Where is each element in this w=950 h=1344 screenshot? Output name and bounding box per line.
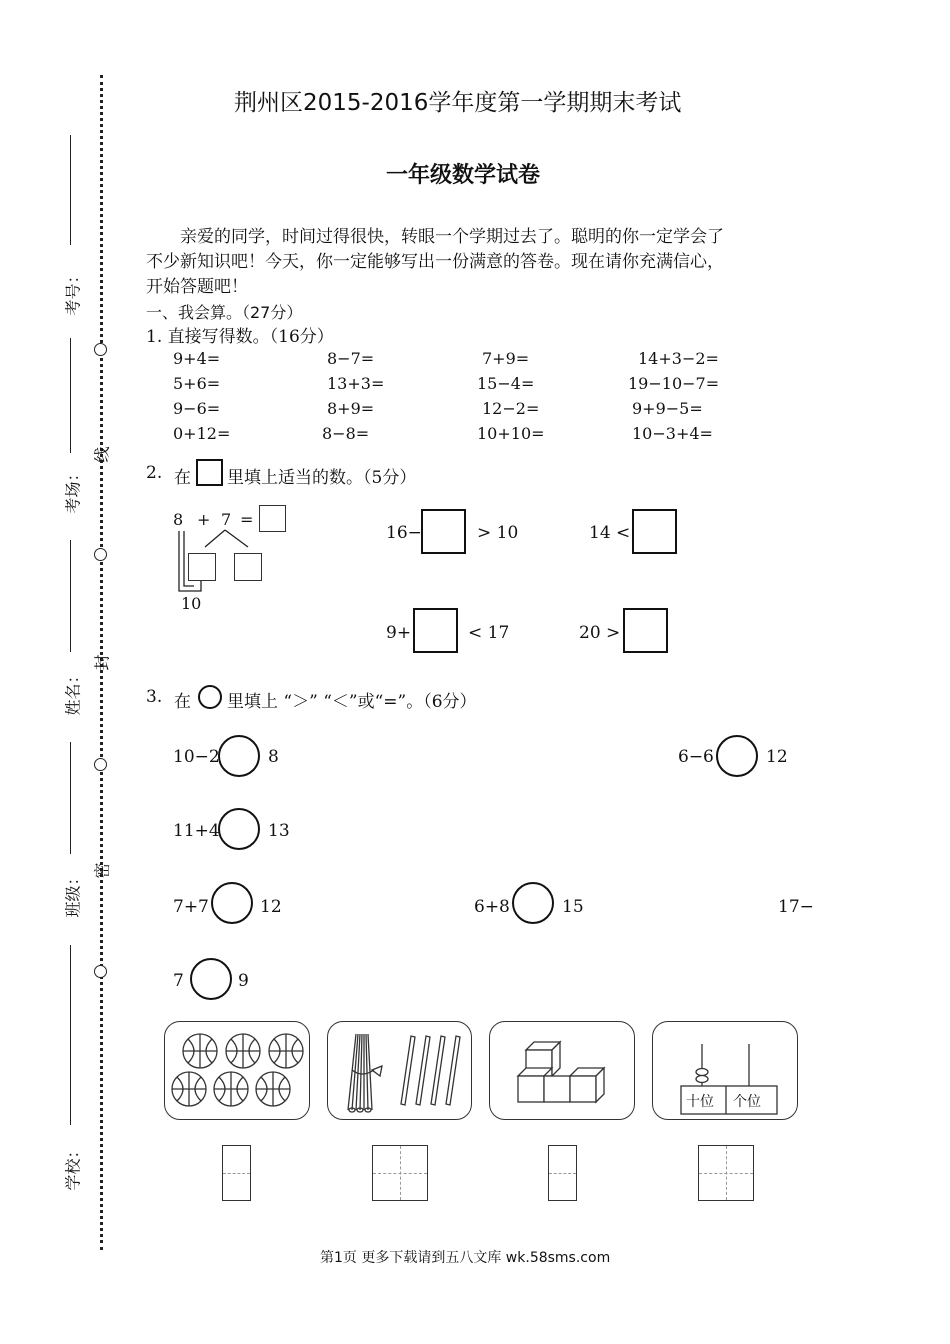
q3-left: 7: [173, 971, 184, 991]
q2-inline-box: [196, 459, 223, 486]
q3-answer-circle[interactable]: [190, 958, 232, 1000]
q1-item[interactable]: 0+12=: [173, 424, 231, 443]
q1-item[interactable]: 8+9=: [327, 399, 375, 418]
q3-answer-circle[interactable]: [211, 882, 253, 924]
q3-right: 12: [260, 897, 282, 917]
q3-right: 15: [562, 897, 584, 917]
q1-item[interactable]: 15−4=: [477, 374, 535, 393]
exam-number-line[interactable]: [70, 135, 71, 245]
seal-char-xian: 线: [92, 446, 112, 463]
count-answer-box[interactable]: [222, 1145, 251, 1201]
abacus-icon: [653, 1022, 799, 1121]
basketball-icon: [165, 1022, 311, 1121]
split-b: 7: [221, 510, 232, 529]
abacus-picture: [652, 1021, 798, 1120]
q3-answer-circle[interactable]: [716, 735, 758, 777]
q3-left: 6−6: [678, 747, 714, 767]
q1-item[interactable]: 9−6=: [173, 399, 221, 418]
q2-item-left: 14 <: [589, 523, 631, 543]
q3-right: 8: [268, 747, 279, 767]
q2-item-left: 9+: [386, 623, 412, 643]
q1-title: 1. 直接写得数。（16分）: [146, 327, 334, 347]
split-ten: 10: [181, 594, 202, 613]
binding-ring: [94, 548, 107, 561]
q2-item-right: < 17: [468, 623, 510, 643]
q3-answer-circle[interactable]: [512, 882, 554, 924]
split-a: 8: [173, 510, 184, 529]
exam-room-line[interactable]: [70, 338, 71, 453]
paper-subtitle: 一年级数学试卷: [386, 163, 541, 188]
basketballs-picture: [164, 1021, 310, 1120]
school-label: 学校：: [63, 1142, 83, 1191]
q2-answer-box[interactable]: [421, 509, 466, 554]
binding-ring: [94, 758, 107, 771]
class-label: 班级：: [63, 869, 83, 918]
name-line[interactable]: [70, 540, 71, 652]
q1-item[interactable]: 12−2=: [482, 399, 540, 418]
section-1-title: 一、我会算。（27分）: [146, 303, 303, 322]
q3-answer-circle[interactable]: [218, 735, 260, 777]
split-op: +: [197, 510, 211, 529]
split-lines: [160, 525, 280, 625]
q2-answer-box[interactable]: [413, 608, 458, 653]
q1-item[interactable]: 8−8=: [322, 424, 370, 443]
q1-item[interactable]: 8−7=: [327, 349, 375, 368]
q3-num: 3.: [146, 687, 163, 707]
q1-item[interactable]: 7+9=: [482, 349, 530, 368]
q3-left: 7+7: [173, 897, 209, 917]
school-line[interactable]: [70, 945, 71, 1125]
abacus-ones-label: 个位: [733, 1094, 761, 1110]
abacus-tens-label: 十位: [686, 1094, 714, 1110]
q2-item-left: 16−: [386, 523, 422, 543]
intro-line: 亲爱的同学，时间过得很快，转眼一个学期过去了。聪明的你一定学会了: [180, 227, 724, 247]
q3-right: 12: [766, 747, 788, 767]
q3-left: 11+4: [173, 821, 220, 841]
seal-char-feng: 封: [92, 654, 112, 671]
q2-num: 2.: [146, 463, 163, 483]
q1-item[interactable]: 13+3=: [327, 374, 385, 393]
count-answer-box[interactable]: [698, 1145, 754, 1201]
exam-number-label: 考号：: [63, 267, 83, 316]
q3-left: 6+8: [474, 897, 510, 917]
count-answer-box[interactable]: [372, 1145, 428, 1201]
class-line[interactable]: [70, 742, 71, 854]
cube-icon: [490, 1022, 636, 1121]
q3-answer-circle[interactable]: [218, 808, 260, 850]
split-part-box-right[interactable]: [234, 553, 262, 581]
intro-paragraph: [146, 225, 826, 300]
split-eq: =: [240, 510, 254, 529]
q2-instruction: 里填上适当的数。（5分）: [227, 468, 417, 488]
q1-item[interactable]: 14+3−2=: [638, 349, 719, 368]
q3-instruction: 里填上 “＞” “＜”或“=”。（6分）: [227, 692, 477, 712]
intro-line: 开始答题吧！: [146, 277, 248, 297]
q2-answer-box[interactable]: [623, 608, 668, 653]
exam-title: 荆州区2015-2016学年度第一学期期末考试: [234, 90, 682, 116]
cubes-picture: [489, 1021, 635, 1120]
seal-char-mi: 密: [92, 862, 112, 879]
sticks-picture: [327, 1021, 472, 1120]
q3-prefix: 在: [174, 692, 191, 712]
binding-ring: [94, 965, 107, 978]
exam-room-label: 考场：: [63, 465, 83, 514]
q1-item[interactable]: 10−3+4=: [632, 424, 713, 443]
binding-ring: [94, 343, 107, 356]
q3-right: 9: [238, 971, 249, 991]
q1-item[interactable]: 9+9−5=: [632, 399, 703, 418]
q3-left: 10−2: [173, 747, 220, 767]
name-label: 姓名：: [63, 667, 83, 716]
q2-item-right: > 10: [477, 523, 519, 543]
split-part-box-left[interactable]: [188, 553, 216, 581]
q1-item[interactable]: 5+6=: [173, 374, 221, 393]
q2-item-left: 20 >: [579, 623, 621, 643]
stick-bundle-icon: [328, 1022, 473, 1121]
count-answer-box[interactable]: [548, 1145, 577, 1201]
q3-inline-circle: [198, 685, 222, 709]
q3-left: 17−: [778, 897, 814, 917]
q1-item[interactable]: 19−10−7=: [628, 374, 720, 393]
page-footer: 第1页 更多下载请到五八文库 wk.58sms.com: [320, 1250, 611, 1266]
intro-line: 不少新知识吧！今天，你一定能够写出一份满意的答卷。现在请你充满信心，: [146, 252, 724, 272]
q2-answer-box[interactable]: [632, 509, 677, 554]
q3-right: 13: [268, 821, 290, 841]
q1-item[interactable]: 10+10=: [477, 424, 545, 443]
q2-prefix: 在: [174, 468, 191, 488]
q1-item[interactable]: 9+4=: [173, 349, 221, 368]
